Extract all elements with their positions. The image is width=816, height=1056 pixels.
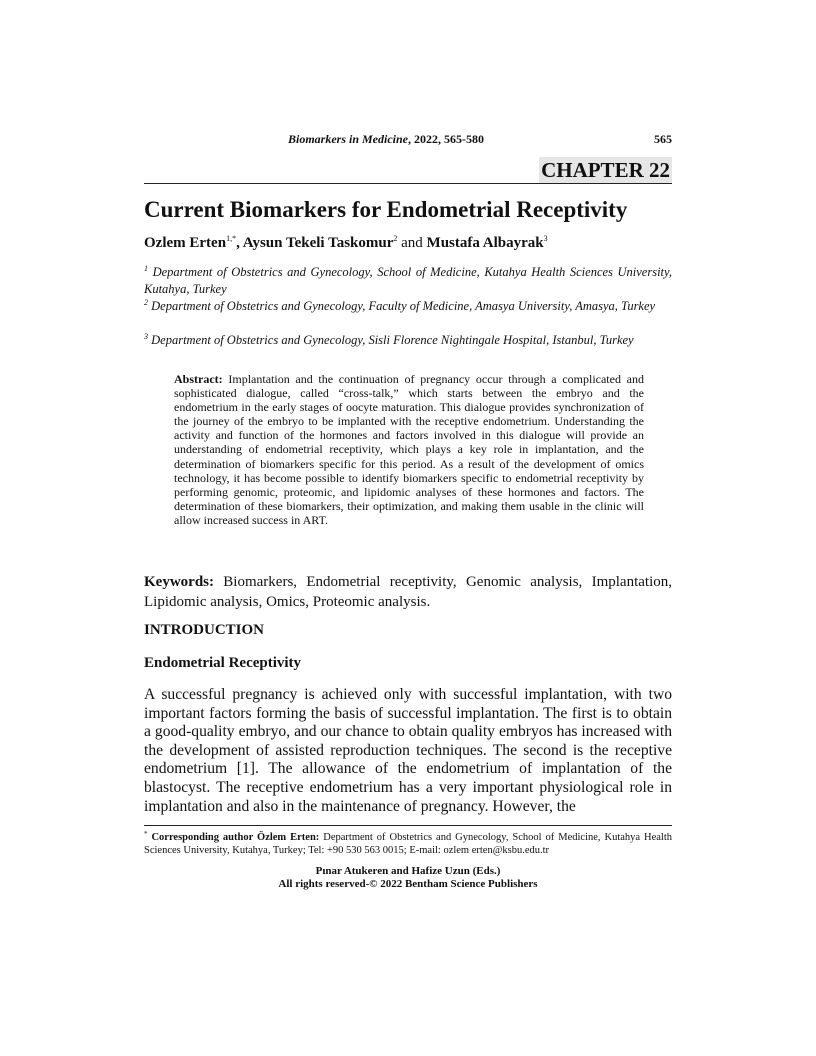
author-2-sup: 2: [393, 234, 398, 243]
keywords-label: Keywords:: [144, 574, 214, 590]
journal-name: Biomarkers in Medicine: [287, 132, 408, 146]
author-2-name: Aysun Tekeli Taskomur: [242, 235, 394, 251]
citation-details: , 2022, 565-580: [408, 132, 484, 146]
affiliation-2-sup: 2: [144, 298, 148, 307]
page-number: 565: [654, 132, 672, 146]
affiliation-3: [144, 328, 672, 349]
editors-line: Pınar Atukeren and Hafize Uzun (Eds.): [315, 865, 501, 877]
subsection-heading: Endometrial Receptivity: [144, 655, 302, 671]
author-list: [144, 234, 548, 252]
body-paragraph: A successful pregnancy is achieved only with successful implantation, with two important factors forming the basis of successful implantation. The first is to obtain a good-quality embryo, and our chance to obtain quality embryos has increased with the development of assisted reproduction techniques. The second is the receptive endometrium [1]. The allowance of the endometrium of implantation of the blastocyst. The receptive endometrium has a very important physiological role in implantation and also in the maintenance of pregnancy. However, the: [144, 686, 672, 815]
footnote: [144, 828, 672, 857]
chapter-title: Current Biomarkers for Endometrial Receptivity: [144, 197, 628, 222]
affiliation-3-sup: 3: [144, 332, 148, 341]
affiliation-2-text: Department of Obstetrics and Gynecology, Faculty of Medicine, Amasya University, Amasya, Turkey: [151, 299, 656, 313]
header-rule: [144, 183, 672, 184]
affiliation-3-text: Department of Obstetrics and Gynecology, Sisli Florence Nightingale Hospital, Istanbul, Turkey: [151, 333, 634, 347]
affiliation-1-sup: 1: [144, 264, 148, 273]
abstract: [174, 372, 644, 527]
author-1-name: Ozlem Erten: [144, 235, 227, 251]
author-sep-2: and: [397, 235, 427, 251]
running-head-citation: [144, 132, 628, 147]
rights-line: All rights reserved-© 2022 Bentham Science Publishers: [278, 878, 538, 890]
author-sep-1: ,: [236, 235, 243, 251]
abstract-label: Abstract:: [174, 372, 223, 386]
keywords-text: Biomarkers, Endometrial receptivity, Genomic analysis, Implantation, Lipidomic analysis, Omics, Proteomic analysis.: [144, 574, 673, 610]
affiliation-1-text: Department of Obstetrics and Gynecology, School of Medicine, Kutahya Health Sciences University, Kutahya, Turkey: [144, 265, 673, 296]
section-heading: INTRODUCTION: [144, 622, 265, 638]
author-3-name: Mustafa Albayrak: [426, 235, 544, 251]
publisher-info: [144, 865, 672, 891]
affiliation-1: [144, 260, 672, 298]
abstract-text: Implantation and the continuation of pregnancy occur through a complicated and sophisticated dialogue, called “cross-talk,” which starts between the embryo and the endometrium in the early stages of oocyte maturation. This dialogue provides synchronization of the journey of the embryo to be implanted with the receptive endometrium. Understanding the activity and function of the hormones and factors involved in this dialogue will provide an understanding of endometrial receptivity, which plays a key role in implantation, and the determination of biomarkers specific for this period. As a result of the development of omics technology, it has become possible to identify biomarkers specific to endometrial receptivity by performing genomic, proteomic, and lipidomic analyses of these hormones and factors. The determination of these biomarkers, their optimization, and making them usable in the clinic will allow increased success in ART.: [174, 372, 644, 527]
footnote-text: Department of Obstetrics and Gynecology, School of Medicine, Kutahya Health Sciences University, Kutahya, Turkey; Tel: +90 530 563 0015; E-mail: ozlem erten@ksbu.edu.tr: [144, 832, 673, 856]
author-3-sup: 3: [543, 234, 548, 243]
keywords: [144, 572, 672, 612]
footnote-label: Corresponding author Özlem Erten:: [151, 832, 320, 843]
footnote-marker: *: [144, 830, 148, 838]
footnote-rule: [144, 825, 672, 826]
affiliation-2: [144, 294, 672, 315]
author-1-sup: 1,*: [226, 234, 237, 243]
chapter-label: CHAPTER 22: [541, 158, 670, 182]
